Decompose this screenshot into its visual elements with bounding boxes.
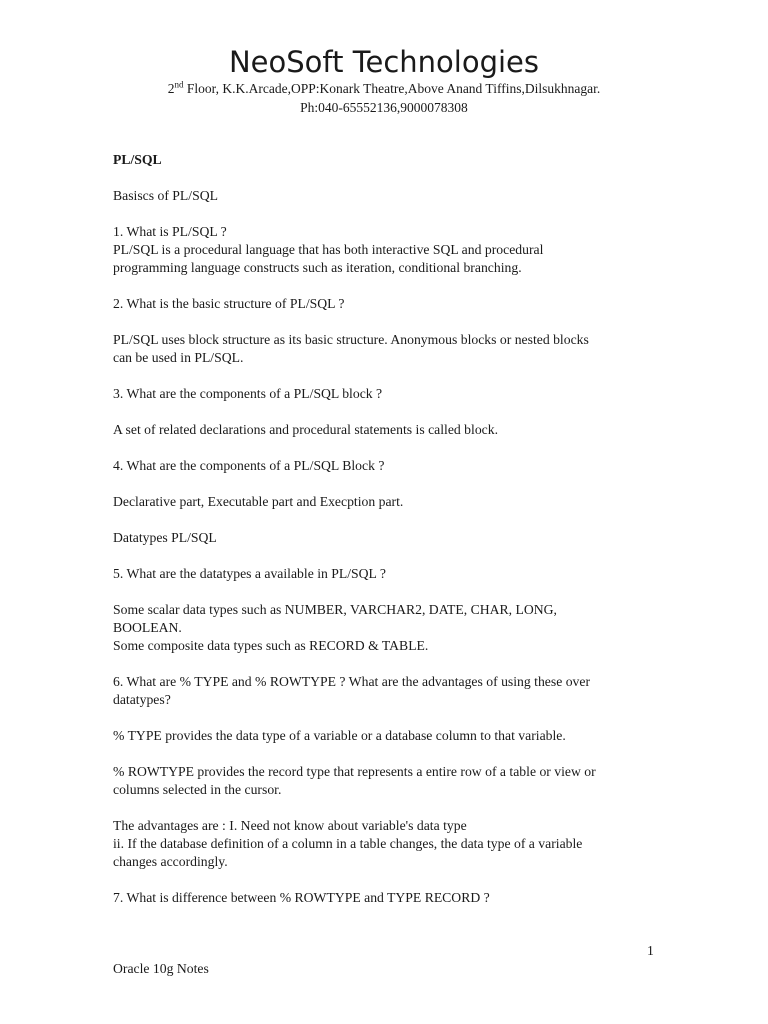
- answer-4: Declarative part, Executable part and Execption part.: [113, 494, 404, 509]
- question-4: 4. What are the components of a PL/SQL Block ?: [113, 458, 385, 473]
- answer-6-type: % TYPE provides the data type of a variable or a database column to that variable.: [113, 728, 566, 743]
- company-address: [0, 80, 768, 97]
- answer-6-rowtype-line-1: % ROWTYPE provides the record type that represents a entire row of a table or view or: [113, 764, 596, 779]
- answer-3: A set of related declarations and procedural statements is called block.: [113, 422, 499, 437]
- question-5: 5. What are the datatypes a available in PL/SQL ?: [113, 566, 386, 581]
- answer-2-line-2: can be used in PL/SQL.: [113, 350, 244, 365]
- answer-6-advantages-line-3: changes accordingly.: [113, 854, 228, 869]
- page-number: 1: [647, 943, 654, 958]
- section-heading-datatypes: Datatypes PL/SQL: [113, 530, 217, 545]
- question-1: 1. What is PL/SQL ?: [113, 224, 227, 239]
- company-phone: Ph:040-65552136,9000078308: [300, 100, 468, 115]
- question-6-line-1: 6. What are % TYPE and % ROWTYPE ? What are the advantages of using these over: [113, 674, 591, 689]
- company-name: NeoSoft Technologies: [228, 45, 539, 79]
- question-2: 2. What is the basic structure of PL/SQL ?: [113, 296, 345, 311]
- answer-5-line-3: Some composite data types such as RECORD & TABLE.: [113, 638, 429, 653]
- answer-5-line-1: Some scalar data types such as NUMBER, VARCHAR2, DATE, CHAR, LONG,: [113, 602, 557, 617]
- answer-5-line-2: BOOLEAN.: [113, 620, 182, 635]
- question-6-line-2: datatypes?: [113, 692, 171, 707]
- answer-1-line-2: programming language constructs such as iteration, conditional branching.: [113, 260, 522, 275]
- answer-6-rowtype-line-2: columns selected in the cursor.: [113, 782, 282, 797]
- section-heading-basics: Basiscs of PL/SQL: [113, 188, 218, 203]
- question-3: 3. What are the components of a PL/SQL block ?: [113, 386, 383, 401]
- floor-number: 2: [167, 81, 175, 96]
- document-title: PL/SQL: [113, 152, 162, 167]
- floor-ordinal: nd: [174, 79, 184, 90]
- answer-1-line-1: PL/SQL is a procedural language that has both interactive SQL and procedural: [113, 242, 544, 257]
- answer-6-advantages-line-2: ii. If the database definition of a column in a table changes, the data type of a variable: [113, 836, 583, 851]
- address-text: Floor, K.K.Arcade,OPP:Konark Theatre,Above Anand Tiffins,Dilsukhnagar.: [183, 81, 601, 96]
- answer-2-line-1: PL/SQL uses block structure as its basic structure. Anonymous blocks or nested blocks: [113, 332, 589, 347]
- answer-6-advantages-line-1: The advantages are : I. Need not know about variable's data type: [113, 818, 467, 833]
- question-7: 7. What is difference between % ROWTYPE and TYPE RECORD ?: [113, 890, 490, 905]
- footer-note: Oracle 10g Notes: [113, 961, 209, 976]
